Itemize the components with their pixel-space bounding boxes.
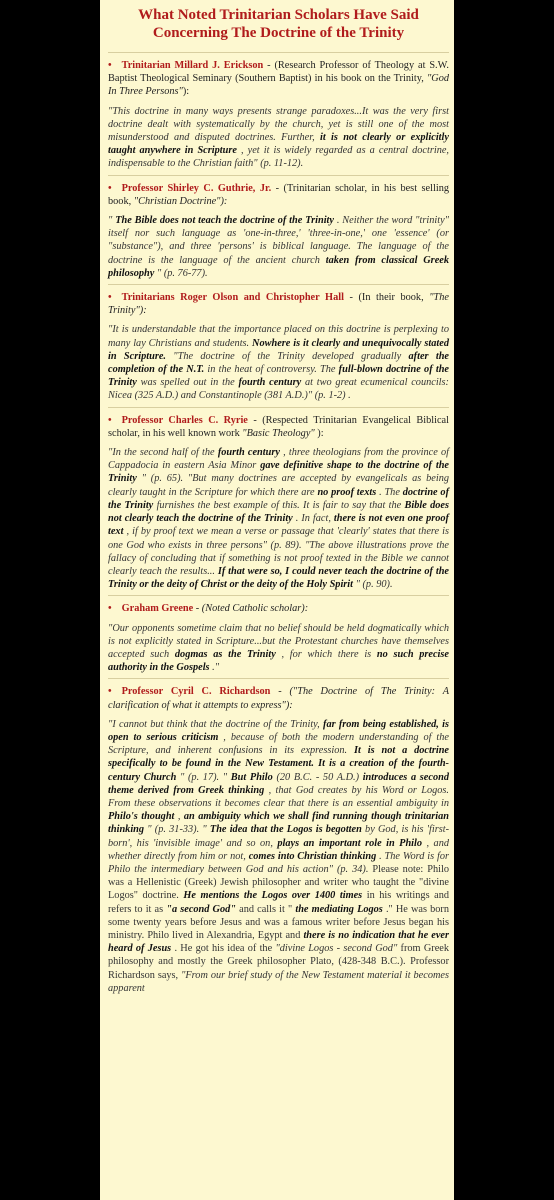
entry-quote: "I cannot but think that the doctrine of the Trinity, far from being established, is open to serious criticism , because of both the modern understanding of the Scripture, and inherent confusions in its expression. It is not a doctrine specifically to be found in the New Testament. It is a creation of the fourth-century Church " (p. 17). " But Philo (20 B.C. - 50 A.D.) introduces a second theme derived from Greek thinking , that God creates by his Word or Logos. From these observations it becomes clear that there is an essential ambiguity in Philo's thought , an ambiguity which we shall find running though trinitarian thinking " (p. 31-33). " The idea that the Logos is begotten by God, is his 'first-born', his 'invisible image' and so on, plays an important role in Philo , and whether directly from him or not, comes into Christian thinking . The Word is for Philo the intermediary between God and his action" (p. 34). Please note: Philo was a Hellenistic (Greek) Jewish philosopher and writer who taught the "divine Logos" doctrine. He mentions the Logos over 1400 times in his writings and refers to it as "a second God" and calls it " the mediating Logos ." He was born some twenty years before Jesus and was a famous writer before Jesus began his ministry. Philo lived in Alexandria, Egypt and there is no indication that he ever heard of Jesus . He got his idea of the "divine Logos - second God" from Greek philosophy and mostly the Greek philosopher Plato, (428-348 B.C.). Professor Richardson says, "From our brief study of the New Testament material it becomes apparent [108,718,450,994]
bullet-icon: • [108,292,112,304]
entry-quote: "It is understandable that the importance placed on this doctrine is perplexing to many lay Christians and students. Nowhere is it clearly and unequivocally stated in Scripture. "The doctrine of the Trinity developed gradually after the completion of the N.T. in the heat of controversy. The full-blown doctrine of the Trinity was spelled out in the fourth century at two great ecumenical councils: Nicea (325 A.D.) and Constantinople (381 A.D.)" (p. 1-2) . [108,324,449,402]
entry-quote: "This doctrine in many ways presents strange paradoxes...It was the very first doctrine dealt with systematically by the church, yet is still one of the most misunderstood and disputed doctrines. Further, it is not clearly or explicitly taught anywhere in Scripture , yet it is widely regarded as a central doctrine, indispensable to the Christian faith" (p. 11-12). [108,105,449,170]
bullet-icon: • [108,60,112,71]
page-title [108,6,449,42]
document-page [100,0,454,1200]
scholar-name: Trinitarian Millard J. Erickson [121,60,264,71]
entry-intro: • Trinitarian Millard J. Erickson - (Research Professor of Theology at S.W. Baptist Theological Seminary (Southern Baptist) in his book on the Trinity, "God In Three Persons"): [108,60,449,98]
entry-quote: "Our opponents sometime claim that no belief should be held dogmatically which is not explicitly stated in Scripture...but the Protestant churches have themselves accepted such dogmas as the Trinity , for which there is no such precise authority in the Gospels ." [108,622,449,674]
title-line-2: Concerning The Doctrine of the Trinity [152,25,405,41]
bullet-icon: • [108,182,112,194]
divider [108,284,449,285]
entry-quote: "In the second half of the fourth century , three theologians from the province of Cappadocia in eastern Asia Minor gave definitive shape to the doctrine of the Trinity " (p. 65). "But many doctrines are accepted by evangelicals as being clearly taught in the Scripture for which there are no proof texts . The doctrine of the Trinity furnishes the best example of this. It is fair to say that the Bible does not clearly teach the doctrine of the Trinity . In fact, there is not even one proof text , if by proof text we mean a verse or passage that 'clearly' states that there is one God who exists in three persons" (p. 89). "The above illustrations prove the fallacy of concluding that if something is not proof texted in the Bible we cannot clearly teach the results... If that were so, I could never teach the doctrine of the Trinity or the deity of Christ or the deity of the Holy Spirit " (p. 90). [108,447,449,591]
divider [108,595,449,596]
entry-intro: • Graham Greene - (Noted Catholic scholar): [108,603,309,615]
divider [108,407,449,408]
bullet-icon: • [108,414,112,426]
divider [108,175,449,176]
divider [108,678,449,679]
scholar-name: Professor Charles C. Ryrie [121,414,248,426]
entry-intro: • Professor Charles C. Ryrie - (Respected Trinitarian Evangelical Biblical scholar, in his well known work "Basic Theology" ): [108,414,449,439]
divider [108,52,449,53]
entry-quote: " The Bible does not teach the doctrine of the Trinity . Neither the word "trinity" itself nor such language as 'one-in-three,' 'three-in-one,' one 'essence' (or "substance"), and three 'persons' is biblical language. The language of the doctrine is the language of the ancient church taken from classical Greek philosophy " (p. 76-77). [108,215,449,279]
entry-intro: • Trinitarians Roger Olson and Christopher Hall - (In their book, "The Trinity"): [108,292,449,317]
bullet-icon: • [108,603,112,615]
bullet-icon: • [108,686,112,698]
author-note: Please note: Philo was a Hellenistic (Greek) Jewish philosopher and writer who taught the "divine Logos" doctrine. He mentions the Logos over 1400 times in his writings and refers to it as "a second God" and calls it " the mediating Logos ." He was born some twenty years before Jesus and was a famous writer before Jesus began his ministry. Philo lived in Alexandria, Egypt and there is no indication that he ever heard of Jesus . He got his idea of the "divine Logos - second God" from Greek philosophy and mostly the Greek philosopher Plato, (428-348 B.C.). Professor Richardson says, "From our brief study of the New Testament material it becomes apparent [108,863,450,994]
entry-intro: • Professor Shirley C. Guthrie, Jr. - (Trinitarian scholar, in his best selling book, "Christian Doctrine"): [108,182,449,207]
scholar-name: Graham Greene [121,603,194,615]
scholar-name: Trinitarians Roger Olson and Christopher Hall [121,292,344,304]
scholar-name: Professor Shirley C. Guthrie, Jr. [121,182,272,194]
scholar-name: Professor Cyril C. Richardson [121,686,271,698]
document-body [100,0,454,995]
entry-intro: • Professor Cyril C. Richardson - ("The Doctrine of The Trinity: A clarification of what it attempts to express"): [108,686,449,711]
title-line-1: What Noted Trinitarian Scholars Have Said [138,7,419,23]
